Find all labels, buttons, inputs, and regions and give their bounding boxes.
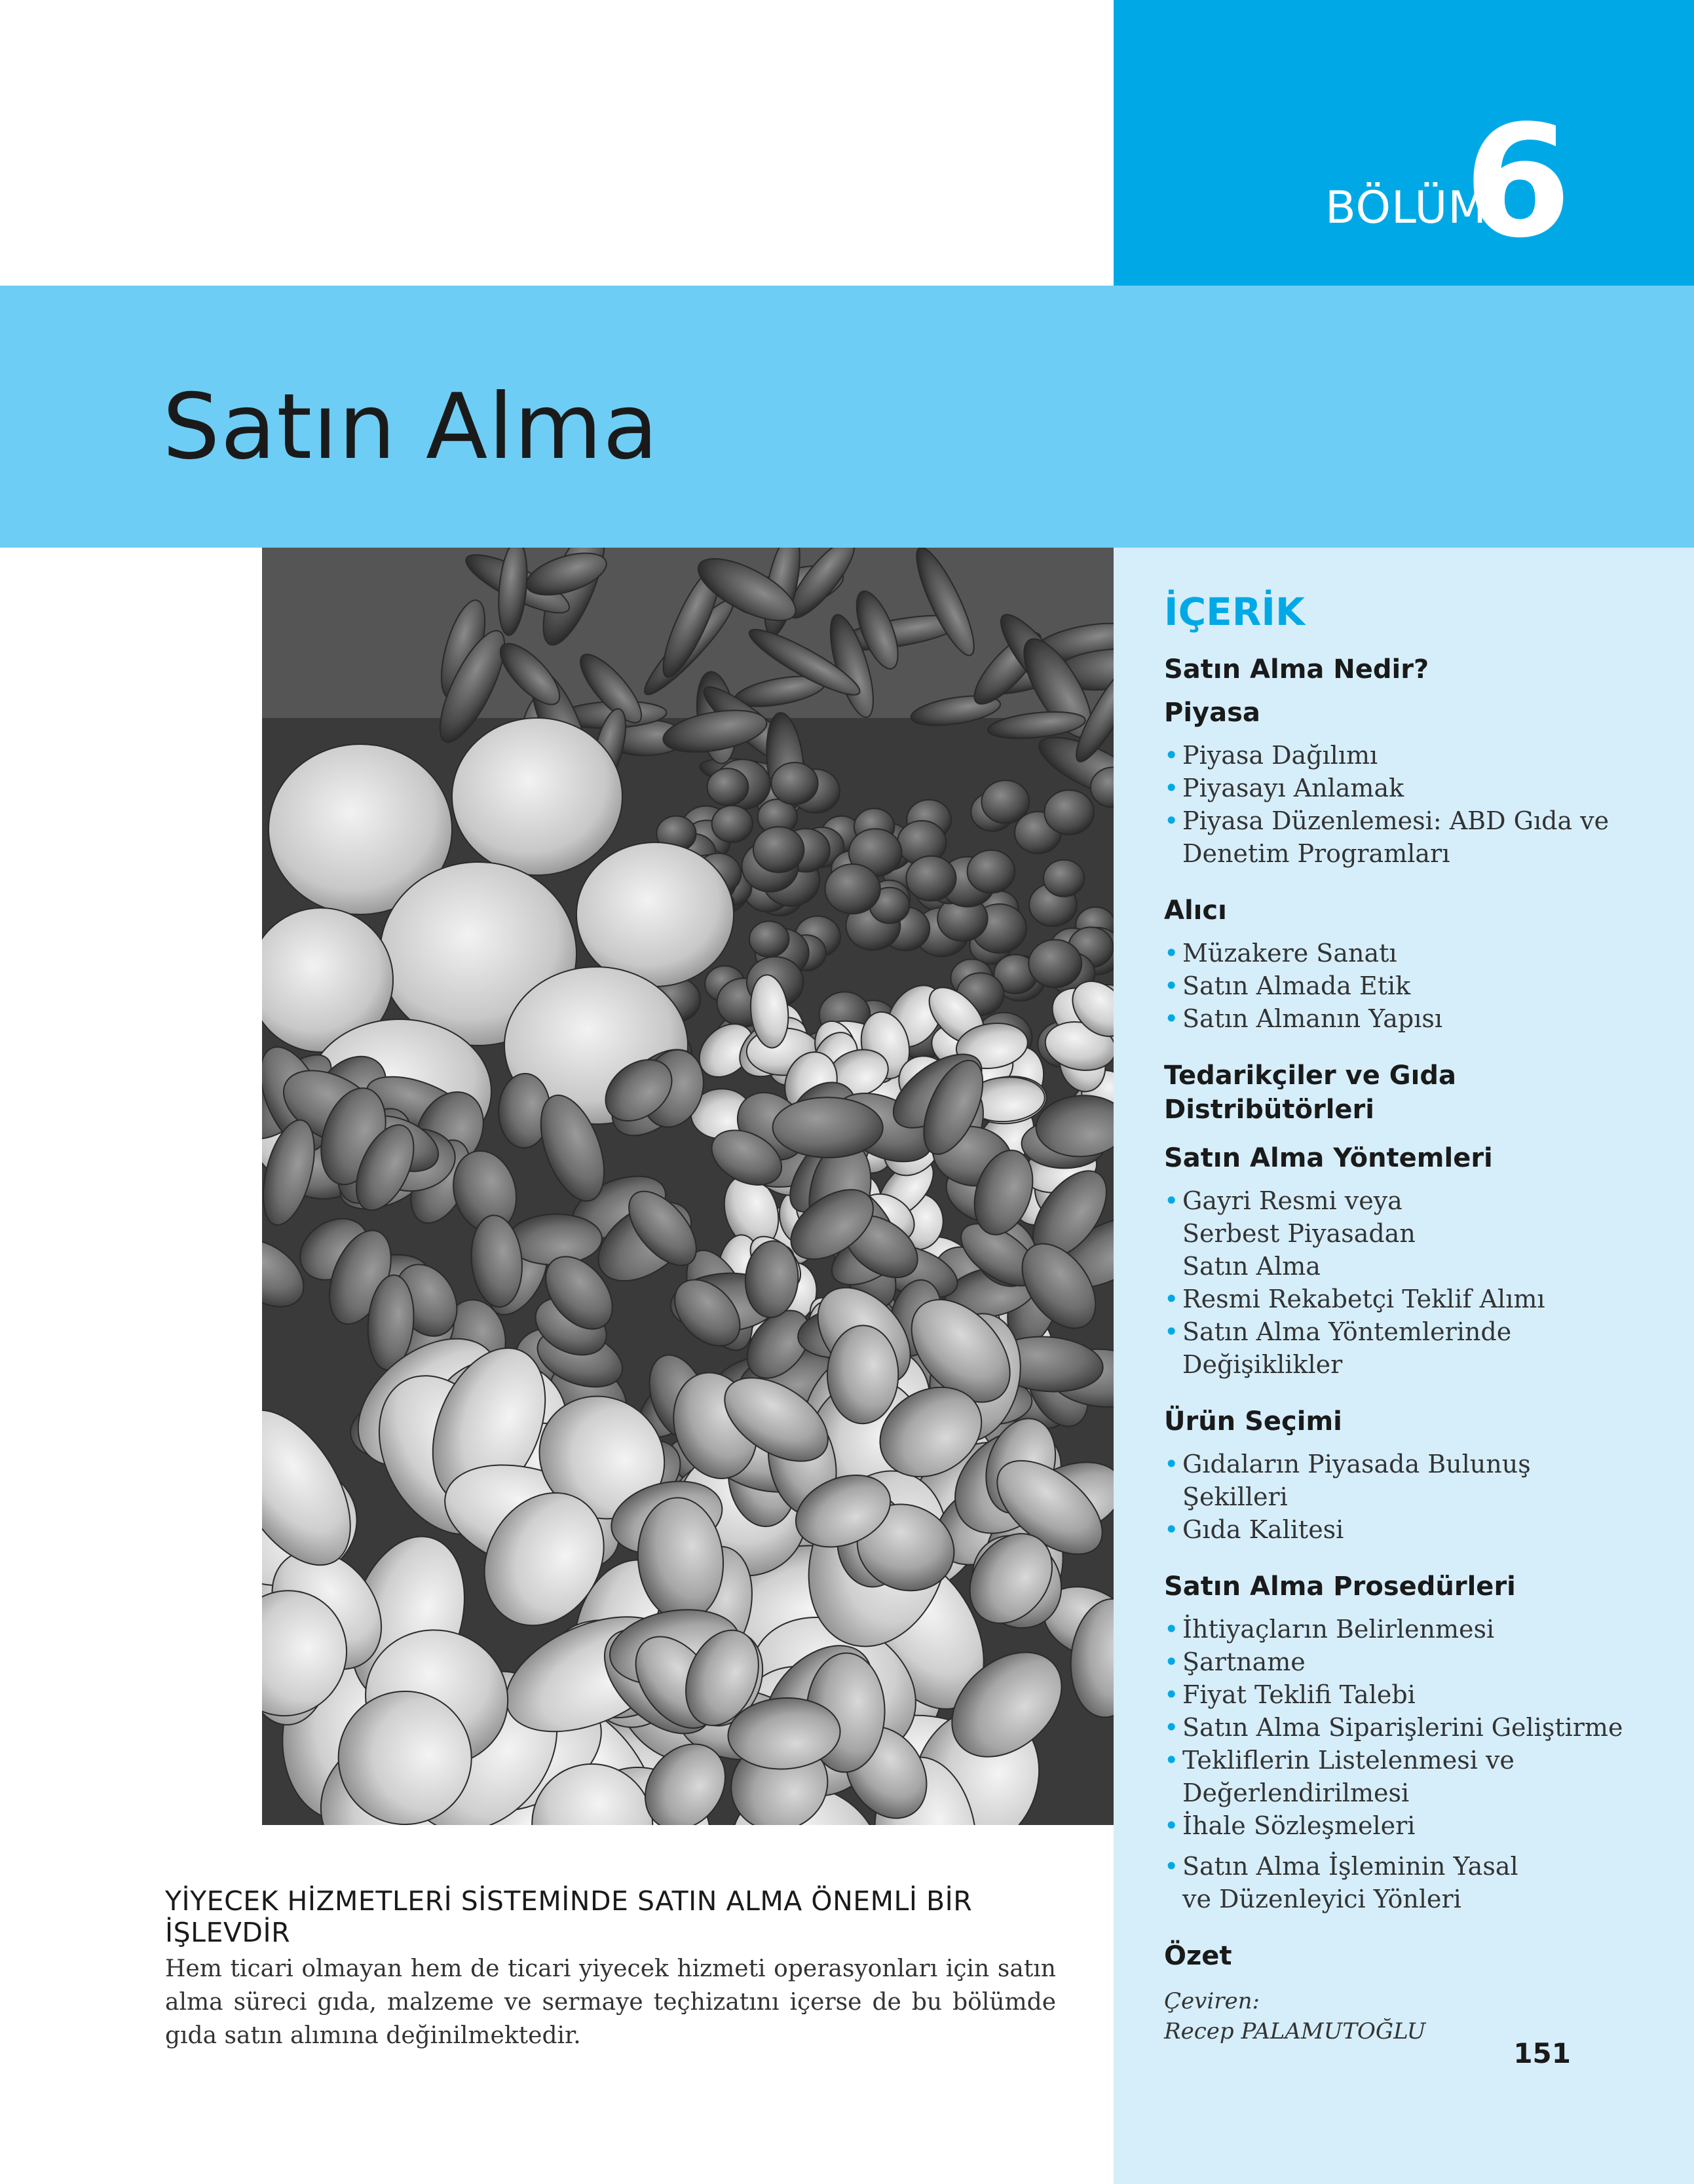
- toc-item: • Gıda Kalitesi: [1164, 1513, 1662, 1546]
- toc-item: • İhale Sözleşmeleri: [1164, 1809, 1662, 1842]
- toc-item: • Gıdaların Piyasada Bulunuş Şekilleri: [1164, 1448, 1549, 1513]
- cabbage: [576, 842, 734, 987]
- toc-item: • Piyasa Dağılımı: [1164, 739, 1662, 772]
- red-potato: [772, 1097, 883, 1158]
- tomato: [749, 921, 789, 957]
- translator-label: Çeviren:: [1164, 1988, 1260, 2014]
- toc-section-title: Özet: [1164, 1941, 1232, 1971]
- chapter-box: [1114, 0, 1694, 286]
- translator-name: Recep PALAMUTOĞLU: [1164, 2018, 1426, 2044]
- chapter-label: BÖLÜM: [1325, 182, 1487, 234]
- tomato: [825, 864, 880, 914]
- toc-section-title: Piyasa: [1164, 698, 1260, 728]
- intro-text: Hem ticari olmayan hem de ticari yiyecek hizmeti operasyonları için satın alma süreci gıda, malzeme ve sermaye teçhizatını içerse de bu bölümde gıda satın alımına değinilmektedir.: [165, 1955, 1056, 2049]
- toc-item: • Satın Alma Siparişlerini Geliştirme: [1164, 1711, 1662, 1744]
- title-band: [0, 286, 1694, 548]
- tomato: [1028, 939, 1082, 987]
- toc-item: • Fiyat Teklifi Talebi: [1164, 1678, 1662, 1711]
- potato: [827, 1325, 899, 1423]
- page-number: 151: [1513, 2037, 1571, 2069]
- tomato: [1044, 860, 1084, 897]
- toc-section-title: Tedarikçiler ve Gıda Distribütörleri: [1164, 1061, 1456, 1125]
- intro-title: YİYECEK HİZMETLERİ SİSTEMİNDE SATIN ALMA ÖNEMLİ BİR İŞLEVDİR: [165, 1885, 973, 1948]
- toc-section-title: Satın Alma Prosedürleri: [1164, 1572, 1516, 1602]
- tomato: [771, 763, 818, 804]
- toc-item: • Satın Almanın Yapısı: [1164, 1002, 1662, 1035]
- intro-block: [165, 1885, 1056, 2052]
- page-title: Satın Alma: [162, 374, 659, 480]
- toc-section-title: Alıcı: [1164, 895, 1227, 926]
- toc-section-title: Satın Alma Yöntemleri: [1164, 1143, 1493, 1173]
- toc-item: • Satın Alma İşleminin Yasal ve Düzenleyici Yönleri: [1164, 1850, 1549, 1915]
- toc-item: • Şartname: [1164, 1646, 1662, 1678]
- tomato: [981, 780, 1029, 823]
- toc-item: • İhtiyaçların Belirlenmesi: [1164, 1613, 1662, 1646]
- toc-item: • Müzakere Sanatı: [1164, 937, 1662, 970]
- toc-item: • Resmi Rekabetçi Teklif Alımı: [1164, 1283, 1662, 1315]
- chapter-number: 6: [1463, 92, 1572, 272]
- toc-heading: İÇERİK: [1164, 590, 1305, 634]
- tomato: [753, 827, 804, 873]
- toc-item: • Satın Alma Yöntemlerinde Değişiklikler: [1164, 1315, 1523, 1381]
- tomato: [968, 850, 1015, 893]
- tomato: [1044, 790, 1093, 835]
- cabbage: [452, 718, 622, 875]
- vegetables-photo-art: [262, 548, 1114, 1825]
- toc-list: [1164, 1613, 1662, 1915]
- toc-list: [1164, 1448, 1662, 1546]
- toc-item: • Tekliflerin Listelenmesi ve Değerlendirilmesi: [1164, 1744, 1523, 1809]
- tomato: [707, 768, 749, 805]
- tomato: [906, 856, 956, 901]
- table-of-contents: [1164, 590, 1662, 2046]
- toc-list: [1164, 937, 1662, 1035]
- toc-list: [1164, 1184, 1662, 1381]
- vegetables-photo: [262, 548, 1114, 1825]
- toc-item: • Piyasa Düzenlemesi: ABD Gıda ve Denetim Programları: [1164, 804, 1662, 870]
- toc-section-title: Satın Alma Nedir?: [1164, 654, 1429, 685]
- toc-item: • Piyasayı Anlamak: [1164, 772, 1662, 804]
- toc-section-title: Ürün Seçimi: [1164, 1406, 1342, 1437]
- toc-item: • Gayri Resmi veya Serbest Piyasadan Satın Alma: [1164, 1184, 1484, 1283]
- toc-item: • Satın Almada Etik: [1164, 970, 1662, 1002]
- toc-list: [1164, 739, 1662, 870]
- tomato: [712, 806, 753, 842]
